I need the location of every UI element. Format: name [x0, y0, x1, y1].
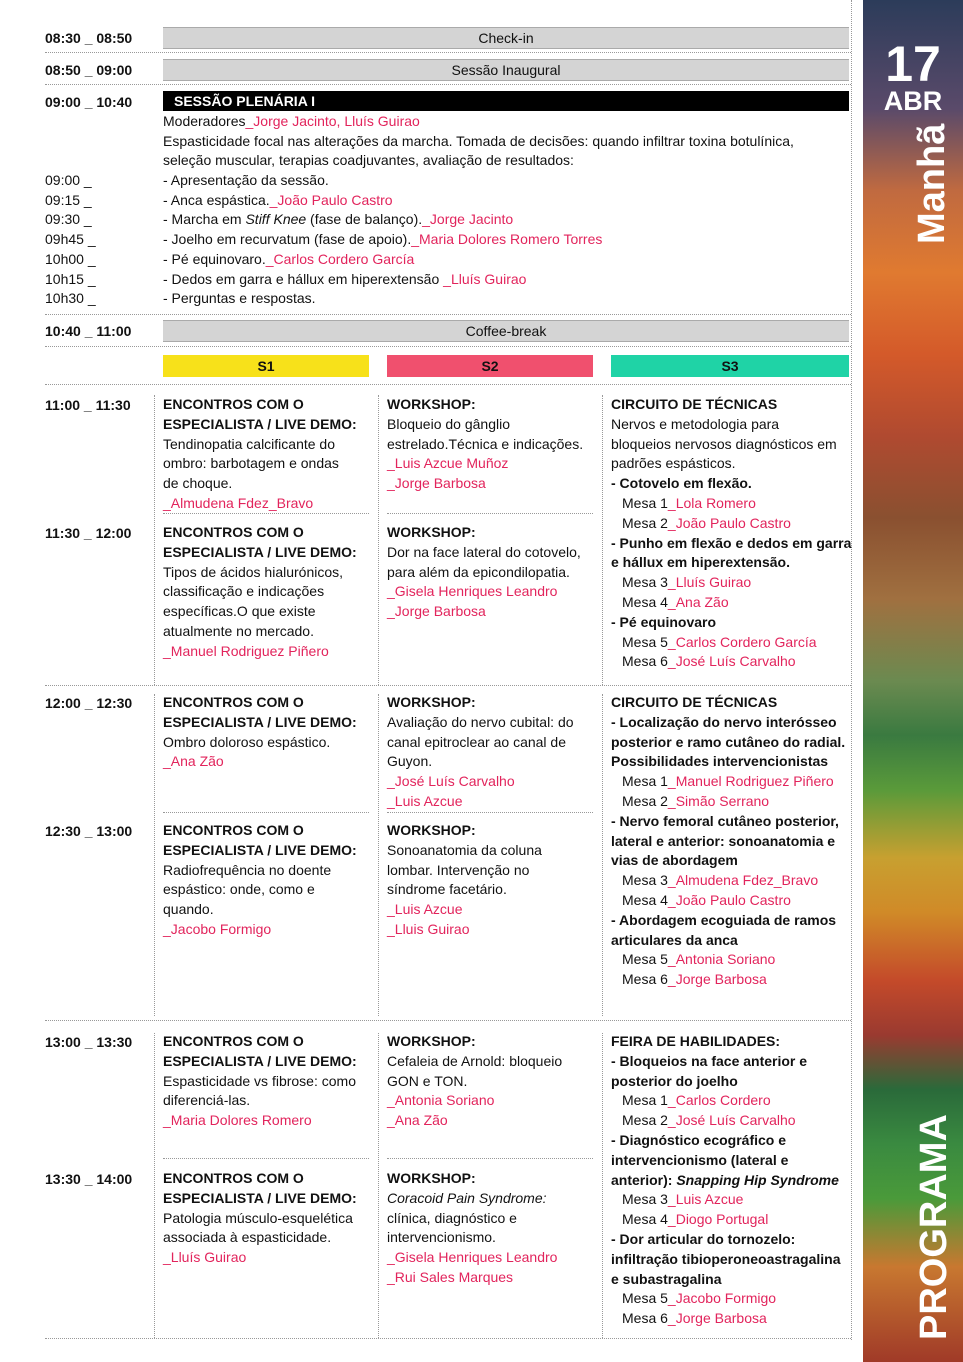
s1-slot-3: ENCONTROS COM O ESPECIALISTA / LIVE DEMO: Ombro doloroso espástico. _Ana Zão	[163, 694, 357, 770]
column-divider	[602, 694, 603, 1016]
plenary-desc: Espasticidade focal nas alterações da marcha. Tomada de decisões: quando infiltrar toxina botulínica,	[163, 133, 794, 149]
period-label: Manhã	[911, 123, 953, 244]
plenary-desc: seleção muscular, terapias coadjuvantes, avaliação de resultados:	[163, 152, 574, 168]
column-divider	[154, 694, 155, 1016]
item-time: 09:15 _	[45, 192, 92, 208]
plenary-item: - Marcha em Stiff Knee (fase de balanço)._Jorge Jacinto	[163, 211, 514, 227]
s1-slot-2: ENCONTROS COM O ESPECIALISTA / LIVE DEMO: Tipos de ácidos hialurónicos, classificação e indicações específicas.O que existe atualmente no mercado. _Manuel Rodriguez Piñero	[163, 524, 357, 659]
item-time: 09:30 _	[45, 211, 92, 227]
plenary-item: - Perguntas e respostas.	[163, 290, 316, 306]
date-month: ABR	[883, 86, 943, 116]
s2-slot-5: WORKSHOP: Cefaleia de Arnold: bloqueio GON e TON. _Antonia Soriano _Ana Zão	[387, 1033, 563, 1129]
plenary-item: - Anca espástica._João Paulo Castro	[163, 192, 393, 208]
divider	[45, 346, 851, 347]
checkin-bar: Check-in	[163, 27, 849, 49]
s2-slot-1: WORKSHOP: Bloqueio do gânglio estrelado.Técnica e indicações. _Luis Azcue Muñoz _Jorge Barbosa	[387, 396, 584, 492]
slot-time: 11:00 _ 11:30	[45, 397, 131, 413]
slot-time: 12:30 _ 13:00	[45, 823, 133, 839]
s1-slot-4: ENCONTROS COM O ESPECIALISTA / LIVE DEMO: Radiofrequência no doente espástico: onde, como e quando. _Jacobo Formigo	[163, 822, 357, 937]
s3-block-1: CIRCUITO DE TÉCNICAS Nervos e metodologia para bloqueios nervosos diagnósticos em padrões espásticos. - Cotovelo em flexão. Mesa 1_Lola Romero Mesa 2_João Paulo Castro - Punho em flexão e dedos em garra e hállux em hiperextensão. Mesa 3_Lluís Guirao Mesa 4_Ana Zão - Pé equinovaro Mesa 5_Carlos Cordero García Mesa 6_José Luís Carvalho	[611, 396, 852, 670]
sidebar-banner	[863, 0, 963, 1362]
divider	[387, 1158, 593, 1159]
item-time: 09:00 _	[45, 172, 92, 188]
s2-slot-3: WORKSHOP: Avaliação do nervo cubital: do canal epitroclear ao canal de Guyon. _José Luís Carvalho _Luis Azcue	[387, 694, 574, 809]
column-divider	[378, 395, 379, 685]
session-header-s1: S1	[163, 355, 369, 377]
slot-time: 11:30 _ 12:00	[45, 525, 132, 541]
checkin-time: 08:30 _ 08:50	[45, 30, 133, 46]
divider	[45, 384, 851, 385]
divider	[45, 1338, 851, 1339]
plenary-item: - Apresentação da sessão.	[163, 172, 329, 188]
column-divider	[602, 395, 603, 685]
date-day: 17	[885, 36, 941, 92]
divider	[45, 1020, 851, 1021]
column-divider	[378, 1033, 379, 1338]
session-header-s2: S2	[387, 355, 593, 377]
divider	[45, 685, 851, 686]
s1-slot-1: ENCONTROS COM O ESPECIALISTA / LIVE DEMO: Tendinopatia calcificante do ombro: barbotagem e ondas de choque. _Almudena Fdez_Bravo	[163, 396, 357, 511]
plenary-title: SESSÃO PLENÁRIA I	[163, 91, 849, 111]
plenary-item: - Dedos em garra e hállux em hiperextensão _Lluís Guirao	[163, 271, 527, 287]
s3-block-3: FEIRA DE HABILIDADES: - Bloqueios na face anterior e posterior do joelho Mesa 1_Carlos Cordero Mesa 2_José Luís Carvalho - Diagnóstico ecográfico e intervencionismo (lateral e anterior): Snapping Hip Syndrome Mesa 3_Luis Azcue Mesa 4_Diogo Portugal - Dor articular do tornozelo: infiltração tibioperoneoastragalina e subastragalina Mesa 5_Jacobo Formigo Mesa 6_Jorge Barbosa	[611, 1033, 841, 1327]
s2-slot-2: WORKSHOP: Dor na face lateral do cotovelo, para além da epicondilopatia. _Gisela Henriques Leandro _Jorge Barbosa	[387, 524, 581, 620]
s3-block-2: CIRCUITO DE TÉCNICAS - Localização do nervo interósseo posterior e ramo cutâneo do radial. Possibilidades intervencionistas Mesa 1_Manuel Rodriguez Piñero Mesa 2_Simão Serrano - Nervo femoral cutâneo posterior, lateral e anterior: sonoanatomia e vias de abordagem Mesa 3_Almudena Fdez_Bravo Mesa 4_João Paulo Castro - Abordagem ecoguiada de ramos articulares da anca Mesa 5_Antonia Soriano Mesa 6_Jorge Barbosa	[611, 694, 846, 988]
s1-slot-6: ENCONTROS COM O ESPECIALISTA / LIVE DEMO: Patologia músculo-esquelética associada à espasticidade. _Lluís Guirao	[163, 1170, 357, 1266]
slot-time: 12:00 _ 12:30	[45, 695, 133, 711]
opening-bar: Sessão Inaugural	[163, 59, 849, 81]
divider	[45, 84, 851, 85]
s2-slot-4: WORKSHOP: Sonoanatomia da coluna lombar. Intervenção no síndrome facetário. _Luis Azcue _Lluis Guirao	[387, 822, 542, 937]
divider	[45, 52, 851, 53]
item-time: 09h45 _	[45, 231, 96, 247]
moderators: Moderadores_Jorge Jacinto, Lluís Guirao	[163, 113, 420, 129]
divider	[387, 513, 593, 514]
plenary-item: - Pé equinovaro._Carlos Cordero García	[163, 251, 415, 267]
column-divider	[602, 1033, 603, 1338]
coffee-bar: Coffee-break	[163, 320, 849, 342]
item-time: 10h30 _	[45, 290, 96, 306]
item-time: 10h00 _	[45, 251, 96, 267]
divider	[163, 812, 369, 813]
divider	[163, 1158, 369, 1159]
program-label: PROGRAMA	[913, 1114, 955, 1340]
slot-time: 13:00 _ 13:30	[45, 1034, 133, 1050]
s2-slot-6: WORKSHOP: Coracoid Pain Syndrome: clínica, diagnóstico e intervencionismo. _Gisela Henriques Leandro _Rui Sales Marques	[387, 1170, 558, 1285]
coffee-time: 10:40 _ 11:00	[45, 323, 132, 339]
column-divider	[154, 395, 155, 685]
divider	[387, 812, 593, 813]
divider	[45, 314, 851, 315]
opening-time: 08:50 _ 09:00	[45, 62, 133, 78]
column-divider	[154, 1033, 155, 1338]
plenary-item: - Joelho em recurvatum (fase de apoio)._Maria Dolores Romero Torres	[163, 231, 603, 247]
session-header-s3: S3	[611, 355, 849, 377]
item-time: 10h15 _	[45, 271, 96, 287]
plenary-time: 09:00 _ 10:40	[45, 94, 133, 110]
s1-slot-5: ENCONTROS COM O ESPECIALISTA / LIVE DEMO: Espasticidade vs fibrose: como diferenciá-las. _Maria Dolores Romero	[163, 1033, 357, 1129]
column-divider	[378, 694, 379, 1016]
slot-time: 13:30 _ 14:00	[45, 1171, 133, 1187]
